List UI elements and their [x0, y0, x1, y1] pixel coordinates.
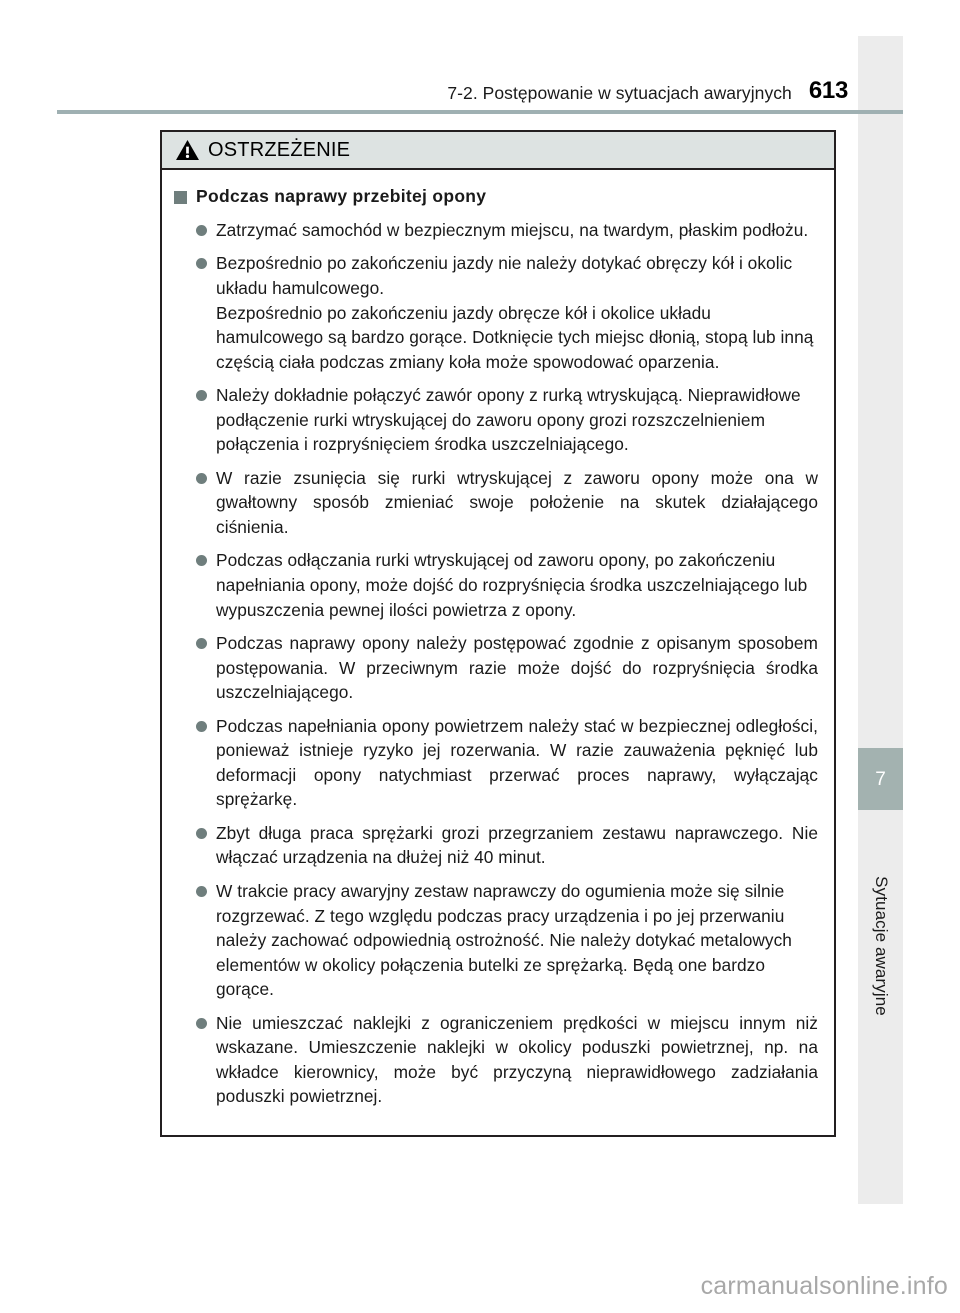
chapter-label-vertical	[858, 816, 903, 1136]
paragraph: Bezpośrednio po zakończeniu jazdy obręcze kół i okolice układu hamulcowego są bardzo gorące. Dotknięcie tych miejsc dłonią, stopą lub inną częścią ciała podczas zmiany koła może spowodować oparzenia.	[216, 302, 814, 372]
list-item-text	[216, 383, 818, 457]
paragraph: Bezpośrednio po zakończeniu jazdy nie należy dotykać obręczy kół i okolic układu hamulcowego.	[216, 253, 793, 298]
list-item-text	[216, 821, 818, 870]
watermark: carmanualsonline.info	[700, 1272, 948, 1300]
paragraph: Podczas odłączania rurki wtryskującej od zaworu opony, po zakończeniu napełniania opony, może dojść do rozpryśnięcia środka uszczelniającego lub wypuszczenia pewnej ilości powietrza z opony.	[216, 550, 808, 620]
list-item-text	[216, 1011, 818, 1109]
bullet-dot-icon	[196, 225, 207, 236]
list-item	[174, 879, 818, 1002]
paragraph: W trakcie pracy awaryjny zestaw naprawczy do ogumienia może się silnie rozgrzewać. Z tego względu podczas pracy urządzenia i po jej przerwaniu należy zachować odpowiednią ostrożność. Nie należy dotykać metalowych elementów w okolicy połączenia butelki ze sprężarką. Będą one bardzo gorące.	[216, 881, 792, 1000]
bullet-dot-icon	[196, 555, 207, 566]
bullet-dot-icon	[196, 258, 207, 269]
list-item	[174, 821, 818, 870]
warning-triangle-icon	[175, 139, 200, 161]
list-item	[174, 714, 818, 812]
list-item	[174, 548, 818, 622]
paragraph: W razie zsunięcia się rurki wtryskującej z zaworu opony może ona w gwałtowny sposób zmieniać swoje położenie na skutek działającego ciśnienia.	[216, 467, 818, 537]
chapter-label-text: Sytuacje awaryjne	[871, 876, 891, 1016]
bullet-dot-icon	[196, 886, 207, 897]
paragraph: Zbyt długa praca sprężarki grozi przegrzaniem zestawu naprawczego. Nie włączać urządzenia na dłużej niż 40 minut.	[216, 822, 818, 868]
section-heading-text: Podczas naprawy przebitej opony	[196, 186, 487, 206]
bullet-dot-icon	[196, 390, 207, 401]
header-divider-rule	[57, 110, 903, 114]
section-heading	[174, 186, 818, 208]
warning-box-body	[162, 170, 834, 1135]
list-item-text	[216, 466, 818, 540]
paragraph: Podczas napełniania opony powietrzem należy stać w bezpiecznej odległości, ponieważ istnieje ryzyko jej rozerwania. W razie zauważenia pęknięć lub deformacji opony natychmiast przerwać proces naprawy, wyłączając sprężarkę.	[216, 715, 818, 810]
warning-title: OSTRZEŻENIE	[208, 139, 351, 161]
section-title: 7-2. Postępowanie w sytuacjach awaryjnych	[447, 82, 792, 103]
list-item-text	[216, 879, 818, 1002]
paragraph: Należy dokładnie połączyć zawór opony z rurką wtryskującą. Nieprawidłowe podłączenie rurki wtryskującej do zaworu opony grozi rozszczelnieniem połączenia i rozpryśnięciem środka uszczelniającego.	[216, 385, 801, 455]
bullet-dot-icon	[196, 473, 207, 484]
bullet-dot-icon	[196, 828, 207, 839]
list-item	[174, 383, 818, 457]
warning-box-header	[162, 132, 834, 170]
square-marker-icon	[174, 191, 187, 204]
chapter-tab	[858, 748, 903, 810]
list-item-text	[216, 251, 818, 374]
bullet-dot-icon	[196, 1018, 207, 1029]
list-item-text	[216, 714, 818, 812]
list-item	[174, 218, 818, 243]
bullet-dot-icon	[196, 638, 207, 649]
list-item	[174, 1011, 818, 1109]
list-item-text	[216, 548, 818, 622]
warning-box	[160, 130, 836, 1137]
paragraph: Zatrzymać samochód w bezpiecznym miejscu, na twardym, płaskim podłożu.	[216, 219, 809, 240]
page-header	[0, 72, 858, 102]
list-item	[174, 631, 818, 705]
list-item	[174, 251, 818, 374]
page-number: 613	[808, 76, 848, 104]
paragraph: Podczas naprawy opony należy postępować zgodnie z opisanym sposobem postępowania. W przeciwnym razie może dojść do rozpryśnięcia środka uszczelniającego.	[216, 633, 818, 703]
list-item	[174, 466, 818, 540]
list-item-text	[216, 631, 818, 705]
paragraph: Nie umieszczać naklejki z ograniczeniem prędkości w miejscu innym niż wskazane. Umieszczenie naklejki w okolicy poduszki powietrznej, np. na wkładce kierownicy, może być przyczyną nieprawidłowego zadziałania poduszki powietrznej.	[216, 1012, 818, 1107]
list-item-text	[216, 218, 818, 243]
bullet-dot-icon	[196, 721, 207, 732]
chapter-number: 7	[875, 768, 886, 790]
